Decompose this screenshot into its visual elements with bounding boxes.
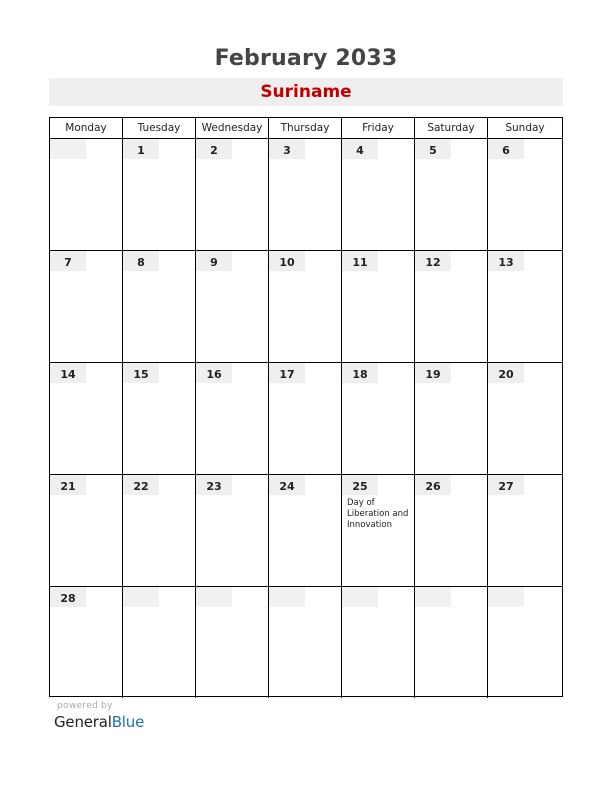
day-cell-20[interactable] (488, 363, 562, 474)
day-cell-25[interactable] (342, 475, 415, 586)
weekday-header-sunday: Sunday (505, 122, 545, 134)
day-cell-empty[interactable] (196, 587, 269, 698)
day-number: 5 (415, 139, 451, 159)
brand-blue-text: Blue (111, 713, 145, 731)
brand-general-text: General (54, 713, 112, 731)
day-number: 26 (415, 475, 451, 495)
holiday-label: Day of Liberation and Innovation (347, 498, 409, 530)
week-row (50, 363, 562, 475)
day-number: 14 (50, 363, 86, 383)
day-cell-7[interactable] (50, 251, 123, 362)
day-cell-10[interactable] (269, 251, 342, 362)
page-title: February 2033 (214, 46, 398, 71)
day-number: 27 (488, 475, 524, 495)
day-cell-15[interactable] (123, 363, 196, 474)
day-cell-17[interactable] (269, 363, 342, 474)
day-number: 20 (488, 363, 524, 383)
weekday-header-wednesday: Wednesday (196, 118, 269, 138)
day-cell-21[interactable] (50, 475, 123, 586)
day-number: 21 (50, 475, 86, 495)
week-row (50, 475, 562, 587)
weekday-header-friday: Friday (342, 118, 415, 138)
powered-by-label: powered by (57, 701, 113, 711)
day-number: 11 (342, 251, 378, 271)
day-number: 17 (269, 363, 305, 383)
day-number: 28 (50, 587, 86, 607)
day-cell-empty[interactable] (415, 587, 488, 698)
calendar-grid (49, 117, 563, 697)
day-number-blank (50, 139, 86, 159)
day-cell-24[interactable] (269, 475, 342, 586)
day-number: 8 (123, 251, 159, 271)
day-number: 7 (50, 251, 86, 271)
day-number: 18 (342, 363, 378, 383)
day-number-blank (415, 587, 451, 607)
day-cell-23[interactable] (196, 475, 269, 586)
day-number: 25 (342, 475, 378, 495)
day-cell-empty[interactable] (50, 139, 123, 250)
weekday-header-thursday: Thursday (269, 118, 342, 138)
day-number: 9 (196, 251, 232, 271)
day-cell-3[interactable] (269, 139, 342, 250)
day-cell-16[interactable] (196, 363, 269, 474)
day-number: 3 (269, 139, 305, 159)
day-number: 24 (269, 475, 305, 495)
day-cell-8[interactable] (123, 251, 196, 362)
day-number-blank (196, 587, 232, 607)
day-cell-18[interactable] (342, 363, 415, 474)
day-cell-6[interactable] (488, 139, 562, 250)
day-cell-1[interactable] (123, 139, 196, 250)
day-cell-2[interactable] (196, 139, 269, 250)
weekday-header-tuesday: Tuesday (123, 118, 196, 138)
day-number: 22 (123, 475, 159, 495)
day-cell-empty[interactable] (269, 587, 342, 698)
week-row (50, 139, 562, 251)
weekday-header-row (50, 118, 562, 139)
week-row (50, 251, 562, 363)
day-number-blank (488, 587, 524, 607)
day-number-blank (269, 587, 305, 607)
day-number: 12 (415, 251, 451, 271)
day-cell-5[interactable] (415, 139, 488, 250)
day-number: 16 (196, 363, 232, 383)
day-number: 2 (196, 139, 232, 159)
day-cell-26[interactable] (415, 475, 488, 586)
day-cell-4[interactable] (342, 139, 415, 250)
generalblue-logo[interactable] (54, 713, 144, 731)
day-cell-19[interactable] (415, 363, 488, 474)
day-number: 13 (488, 251, 524, 271)
country-name: Suriname (49, 78, 563, 106)
day-number: 6 (488, 139, 524, 159)
weekday-header-monday: Monday (50, 118, 123, 138)
day-cell-empty[interactable] (342, 587, 415, 698)
day-cell-27[interactable] (488, 475, 562, 586)
week-row (50, 587, 562, 698)
day-number: 23 (196, 475, 232, 495)
day-cell-9[interactable] (196, 251, 269, 362)
day-cell-28[interactable] (50, 587, 123, 698)
day-cell-12[interactable] (415, 251, 488, 362)
day-number: 10 (269, 251, 305, 271)
day-cell-22[interactable] (123, 475, 196, 586)
day-number: 4 (342, 139, 378, 159)
day-cell-14[interactable] (50, 363, 123, 474)
day-number-blank (342, 587, 378, 607)
day-number: 15 (123, 363, 159, 383)
day-cell-empty[interactable] (123, 587, 196, 698)
day-number: 1 (123, 139, 159, 159)
day-number: 19 (415, 363, 451, 383)
day-cell-13[interactable] (488, 251, 562, 362)
day-cell-11[interactable] (342, 251, 415, 362)
weekday-header-saturday: Saturday (415, 118, 488, 138)
day-cell-empty[interactable] (488, 587, 562, 698)
day-number-blank (123, 587, 159, 607)
